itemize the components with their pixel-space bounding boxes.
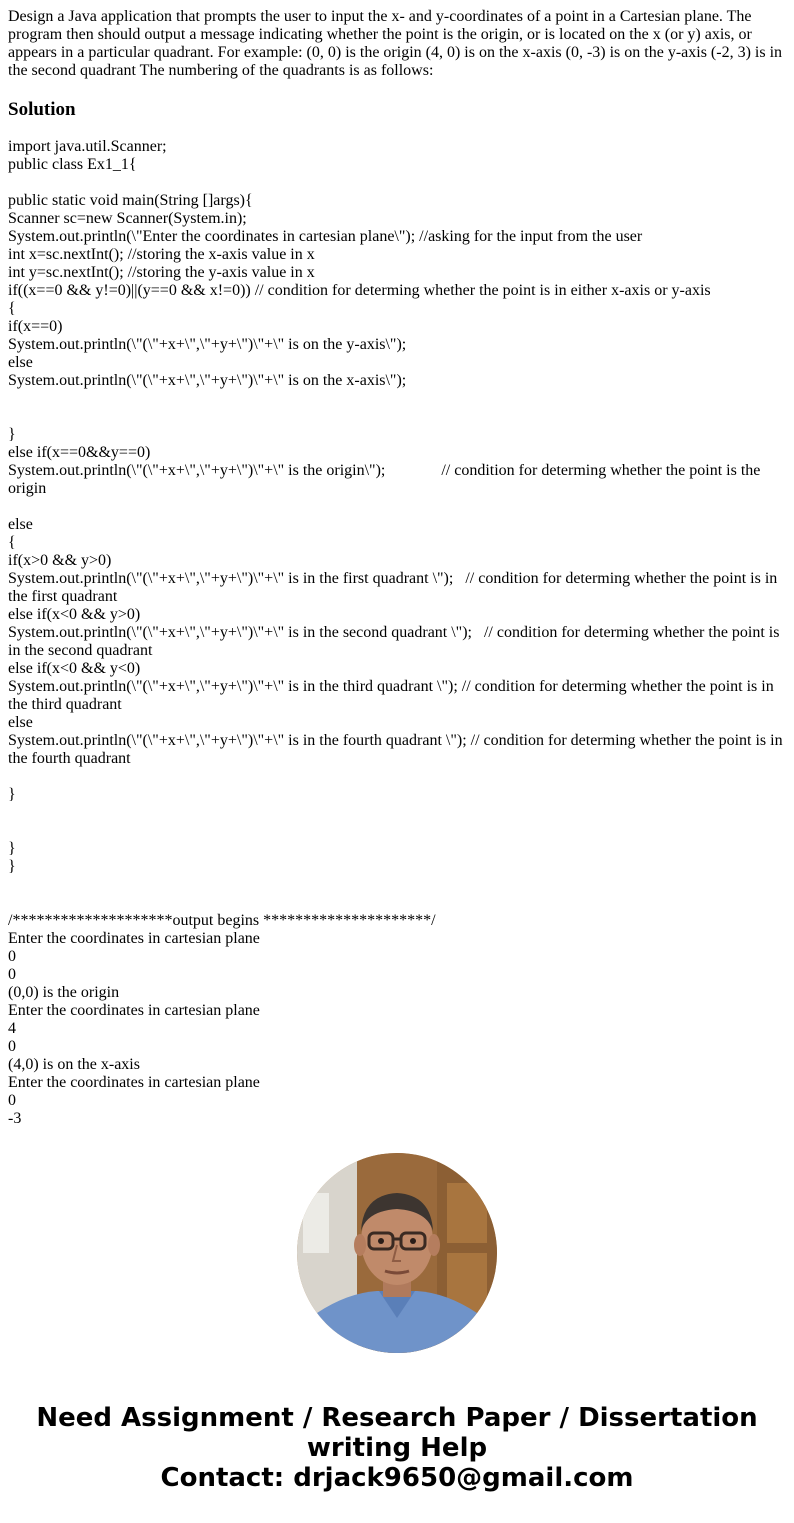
code-line: System.out.println(\"(\"+x+\",\"+y+\")\"+\" is the origin\"); // condition for determing whether the point is the origin bbox=[8, 462, 765, 497]
code-line: } bbox=[8, 426, 16, 443]
code-line: int x=sc.nextInt(); //storing the x-axis value in x bbox=[8, 246, 315, 263]
code-line: { bbox=[8, 534, 16, 551]
code-line: else if(x==0&&y==0) bbox=[8, 444, 151, 461]
code-line: else bbox=[8, 354, 33, 371]
code-line: } bbox=[8, 786, 16, 803]
code-line: System.out.println(\"(\"+x+\",\"+y+\")\"+\" is in the second quadrant \"); // condition for determing whether the point is in the second quadrant bbox=[8, 624, 784, 659]
code-line: 0 bbox=[8, 966, 16, 983]
code-line: import java.util.Scanner; bbox=[8, 138, 167, 155]
code-line: System.out.println(\"(\"+x+\",\"+y+\")\"+\" is on the x-axis\"); bbox=[8, 372, 407, 389]
code-line bbox=[8, 174, 786, 192]
code-line: public static void main(String []args){ bbox=[8, 192, 253, 209]
document-body bbox=[8, 8, 786, 1128]
code-line: int y=sc.nextInt(); //storing the y-axis value in x bbox=[8, 264, 315, 281]
code-line: else bbox=[8, 516, 33, 533]
code-line: System.out.println(\"(\"+x+\",\"+y+\")\"+\" is in the first quadrant \"); // condition for determing whether the point is in the first quadrant bbox=[8, 570, 782, 605]
code-line bbox=[8, 894, 786, 912]
code-line bbox=[8, 822, 786, 840]
code-line bbox=[8, 408, 786, 426]
banner-line-2: writing Help bbox=[306, 1433, 488, 1463]
code-line: else if(x<0 && y>0) bbox=[8, 606, 141, 623]
code-line: 0 bbox=[8, 948, 16, 965]
code-line: if((x==0 && y!=0)||(y==0 && x!=0)) // condition for determing whether the point is in either x-axis or y-axis bbox=[8, 282, 711, 299]
code-line: System.out.println(\"(\"+x+\",\"+y+\")\"+\" is in the fourth quadrant \"); // condition for determing whether the point is in the fourth quadrant bbox=[8, 732, 787, 767]
banner-contact-line: Contact: drjack9650@gmail.com bbox=[160, 1463, 634, 1493]
code-line: Enter the coordinates in cartesian plane bbox=[8, 1002, 260, 1019]
code-line bbox=[8, 390, 786, 408]
code-line: if(x>0 && y>0) bbox=[8, 552, 112, 569]
contact-banner bbox=[0, 1403, 794, 1493]
code-line: System.out.println(\"(\"+x+\",\"+y+\")\"+\" is on the y-axis\"); bbox=[8, 336, 407, 353]
code-line: } bbox=[8, 858, 16, 875]
code-line: Enter the coordinates in cartesian plane bbox=[8, 1074, 260, 1091]
code-line bbox=[8, 876, 786, 894]
author-photo bbox=[297, 1153, 497, 1353]
code-line: Scanner sc=new Scanner(System.in); bbox=[8, 210, 247, 227]
code-line: System.out.println(\"Enter the coordinates in cartesian plane\"); //asking for the input from the user bbox=[8, 228, 643, 245]
code-line: (4,0) is on the x-axis bbox=[8, 1056, 140, 1073]
code-line: /********************output begins *********************/ bbox=[8, 912, 436, 929]
code-line: if(x==0) bbox=[8, 318, 63, 335]
code-line: } bbox=[8, 840, 16, 857]
code-line bbox=[8, 804, 786, 822]
code-line: else if(x<0 && y<0) bbox=[8, 660, 141, 677]
banner-line-1: Need Assignment / Research Paper / Dissertation bbox=[36, 1403, 758, 1433]
code-block bbox=[8, 138, 786, 1128]
question-text: Design a Java application that prompts the user to input the x- and y-coordinates of a point in a Cartesian plane. The program then should output a message indicating whether the point is the origin, or is located on the x (or y) axis, or appears in a particular quadrant. For example: (0, 0) is the origin (4, 0) is on the x-axis (0, -3) is on the y-axis (-2, 3) is in the second quadrant The numbering of the quadrants is as follows: bbox=[8, 8, 783, 79]
code-line: 4 bbox=[8, 1020, 16, 1037]
solution-heading: Solution bbox=[8, 99, 76, 120]
code-line: public class Ex1_1{ bbox=[8, 156, 137, 173]
code-line bbox=[8, 768, 786, 786]
code-line: { bbox=[8, 300, 16, 317]
code-line: Enter the coordinates in cartesian plane bbox=[8, 930, 260, 947]
code-line: -3 bbox=[8, 1110, 22, 1127]
code-line: (0,0) is the origin bbox=[8, 984, 120, 1001]
code-line: 0 bbox=[8, 1038, 16, 1055]
code-line: else bbox=[8, 714, 33, 731]
code-line: System.out.println(\"(\"+x+\",\"+y+\")\"+\" is in the third quadrant \"); // condition for determing whether the point is in the third quadrant bbox=[8, 678, 778, 713]
author-photo-image bbox=[297, 1153, 497, 1353]
code-line: 0 bbox=[8, 1092, 16, 1109]
code-line bbox=[8, 498, 786, 516]
